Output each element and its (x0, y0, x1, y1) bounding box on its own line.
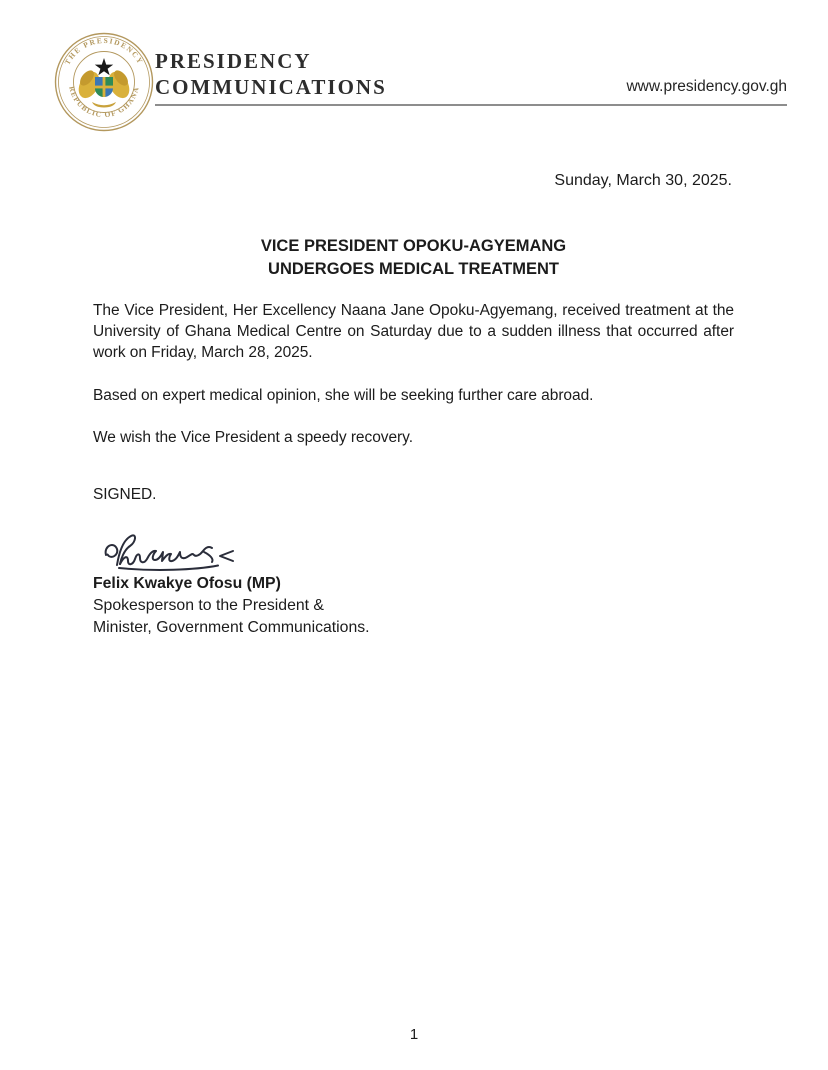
paragraph-1: The Vice President, Her Excellency Naana Jane Opoku-Agyemang, received treatment at the University of Ghana Medical Centre on Saturday due to a sudden illness that occurred after work on Friday, March 28, 2025. (93, 302, 734, 362)
seal-bottom-text: REPUBLIC OF GHANA (67, 85, 141, 120)
black-star (95, 58, 113, 75)
signatory-role-line2: Minister, Government Communications. (93, 619, 370, 636)
signature-handwriting (100, 524, 240, 574)
signed-label: SIGNED. (93, 486, 157, 503)
signatory-block (93, 573, 734, 639)
signatory-role-line1: Spokesperson to the President & (93, 597, 324, 614)
org-name (155, 48, 387, 100)
presidency-seal (54, 32, 154, 132)
letter-title-line2: UNDERGOES MEDICAL TREATMENT (268, 260, 559, 278)
banner-scroll (92, 102, 116, 108)
date-line: Sunday, March 30, 2025. (554, 172, 732, 189)
page-number: 1 (409, 1026, 419, 1043)
org-name-line1: PRESIDENCY (155, 49, 312, 73)
seal-top-text: THE PRESIDENCY (62, 35, 146, 67)
paragraph-2: Based on expert medical opinion, she will be seeking further care abroad. (93, 387, 594, 404)
letter-title (93, 235, 734, 281)
org-name-line2: COMMUNICATIONS (155, 75, 387, 99)
coat-of-arms (74, 58, 133, 108)
letter-title-line1: VICE PRESIDENT OPOKU-AGYEMANG (260, 237, 567, 255)
paragraph-3: We wish the Vice President a speedy recovery. (93, 429, 413, 446)
signatory-name: Felix Kwakye Ofosu (MP) (93, 575, 281, 592)
website-url: www.presidency.gov.gh (626, 78, 787, 95)
header-divider (155, 104, 787, 106)
